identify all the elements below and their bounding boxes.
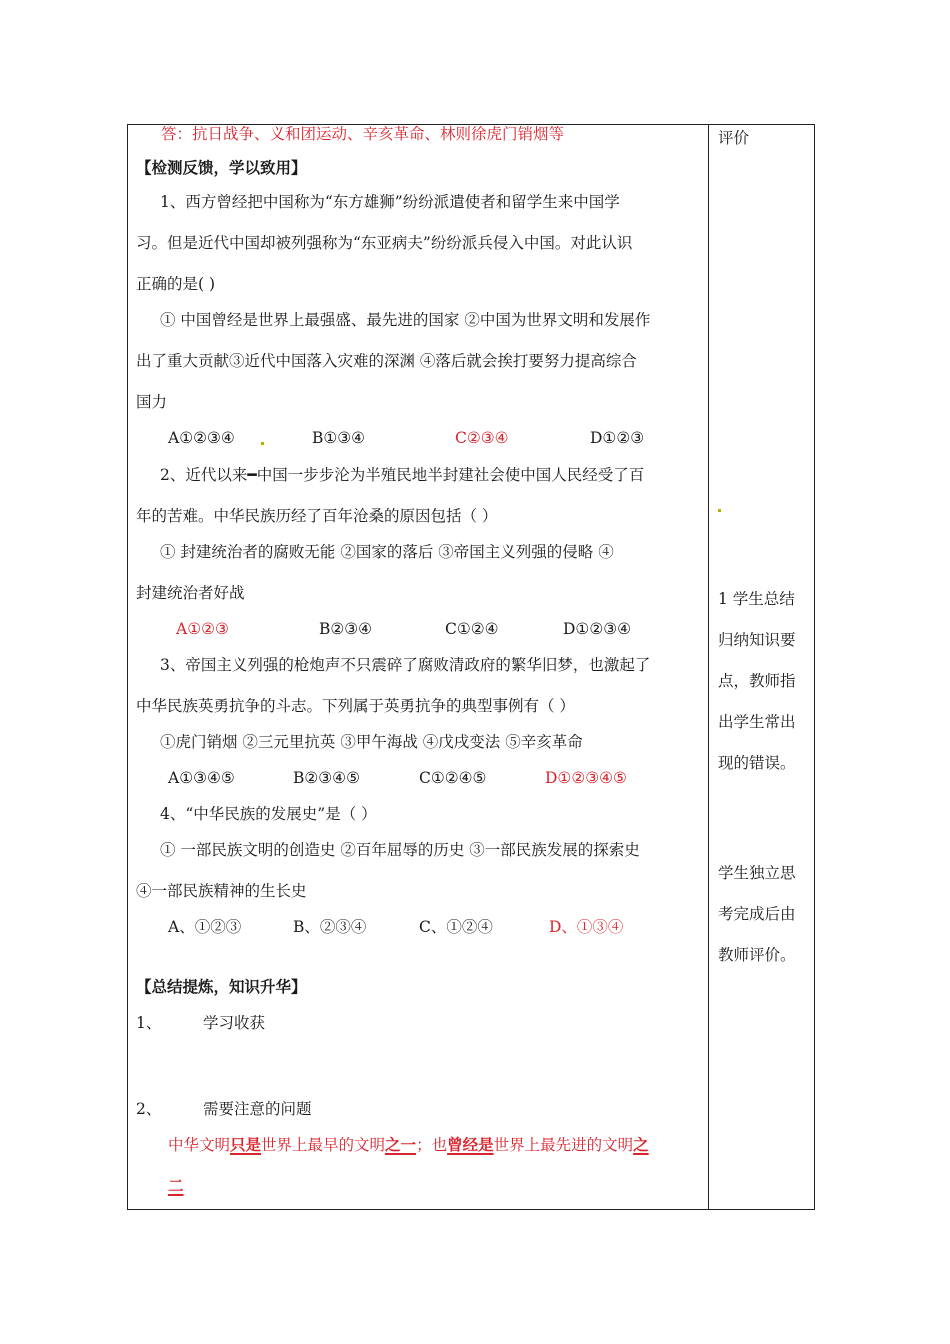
note-emphasis: 曾经是 bbox=[447, 1135, 494, 1154]
side-note-line: 教师评价。 bbox=[718, 946, 796, 964]
q1-line: 1、西方曾经把中国称为“东方雄狮”纷纷派遣使者和留学生来中国学 bbox=[160, 193, 620, 211]
summary-item-label: 学习收获 bbox=[203, 1014, 266, 1032]
q2-option-c: C①②④ bbox=[445, 620, 499, 638]
side-note-line: 现的错误。 bbox=[718, 754, 796, 772]
q4-line: 4、“中华民族的发展史”是（ ） bbox=[160, 805, 377, 823]
q3-line: 3、帝国主义列强的枪炮声不只震碎了腐败清政府的繁华旧梦，也激起了 bbox=[160, 656, 651, 674]
q1-option-b: B①③④ bbox=[312, 429, 366, 447]
stray-mark bbox=[261, 442, 264, 445]
q3-statement: ①虎门销烟 ②三元里抗英 ③甲午海战 ④戊戌变法 ⑤辛亥革命 bbox=[160, 733, 583, 751]
side-note-line: 出学生常出 bbox=[718, 713, 796, 731]
q3-option-d-answer: D①②③④⑤ bbox=[545, 769, 627, 787]
column-divider bbox=[708, 124, 709, 1210]
q4-option-b: B、②③④ bbox=[293, 918, 367, 936]
q1-line: 正确的是( ) bbox=[136, 275, 216, 293]
q3-option-a: A①③④⑤ bbox=[168, 769, 235, 787]
side-note-line: 点，教师指 bbox=[718, 672, 796, 690]
q4-option-a: A、①②③ bbox=[168, 918, 242, 936]
note-text: 世界上最先进的文明 bbox=[493, 1136, 634, 1154]
note-emphasis: 只是 bbox=[230, 1135, 262, 1154]
section-heading-test: 【检测反馈，学以致用】 bbox=[136, 158, 307, 177]
note-text: ；也 bbox=[416, 1136, 448, 1154]
note-emphasis: 二 bbox=[168, 1176, 184, 1195]
section-heading-summary: 【总结提炼，知识升华】 bbox=[136, 977, 307, 996]
q1-line: 习。但是近代中国却被列强称为“东亚病夫”纷纷派兵侵入中国。对此认识 bbox=[136, 234, 633, 252]
q2-option-d: D①②③④ bbox=[563, 620, 632, 638]
q2-option-b: B②③④ bbox=[319, 620, 373, 638]
side-note-line: 考完成后由 bbox=[718, 905, 796, 923]
answer-line: 答：抗日战争、义和团运动、辛亥革命、林则徐虎门销烟等 bbox=[161, 125, 565, 143]
key-note bbox=[168, 1135, 649, 1155]
q2-statement: 封建统治者好战 bbox=[136, 584, 245, 602]
q2-line: 2、近代以来━中国一步步沦为半殖民地半封建社会使中国人民经受了百 bbox=[160, 466, 645, 484]
side-eval-label: 评价 bbox=[718, 129, 750, 147]
note-emphasis: 之 bbox=[633, 1135, 649, 1154]
q2-line: 年的苦难。中华民族历经了百年沧桑的原因包括（ ） bbox=[136, 507, 498, 525]
side-note-line: 学生独立思 bbox=[718, 864, 796, 882]
q1-statement: ① 中国曾经是世界上最强盛、最先进的国家 ②中国为世界文明和发展作 bbox=[160, 311, 651, 329]
q1-option-c-answer: C②③④ bbox=[455, 429, 509, 447]
q4-statement: ④一部民族精神的生长史 bbox=[136, 882, 307, 900]
q1-statement: 国力 bbox=[136, 393, 168, 411]
q1-statement: 出了重大贡献③近代中国落入灾难的深渊 ④落后就会挨打要努力提高综合 bbox=[136, 352, 637, 370]
summary-item-number: 2、 bbox=[136, 1100, 162, 1118]
note-text: 世界上最早的文明 bbox=[261, 1136, 386, 1154]
side-note-line: 归纳知识要 bbox=[718, 631, 796, 649]
q4-option-d-answer: D、①③④ bbox=[549, 918, 624, 936]
note-emphasis: 之一 bbox=[385, 1135, 417, 1154]
stray-mark bbox=[718, 509, 721, 512]
note-text: 中华文明 bbox=[168, 1136, 231, 1154]
q4-option-c: C、①②④ bbox=[419, 918, 493, 936]
q3-option-b: B②③④⑤ bbox=[293, 769, 360, 787]
q2-statement: ① 封建统治者的腐败无能 ②国家的落后 ③帝国主义列强的侵略 ④ bbox=[160, 543, 614, 561]
q1-option-d: D①②③ bbox=[590, 429, 645, 447]
summary-item-number: 1、 bbox=[136, 1014, 162, 1032]
q3-option-c: C①②④⑤ bbox=[419, 769, 487, 787]
q3-line: 中华民族英勇抗争的斗志。下列属于英勇抗争的典型事例有（ ） bbox=[136, 697, 575, 715]
q4-statement: ① 一部民族文明的创造史 ②百年屈辱的历史 ③一部民族发展的探索史 bbox=[160, 841, 640, 859]
summary-item-label: 需要注意的问题 bbox=[203, 1100, 312, 1118]
side-note-line: 1 学生总结 bbox=[718, 590, 795, 608]
q1-option-a: A①②③④ bbox=[168, 429, 235, 447]
q2-option-a-answer: A①②③ bbox=[176, 620, 229, 638]
